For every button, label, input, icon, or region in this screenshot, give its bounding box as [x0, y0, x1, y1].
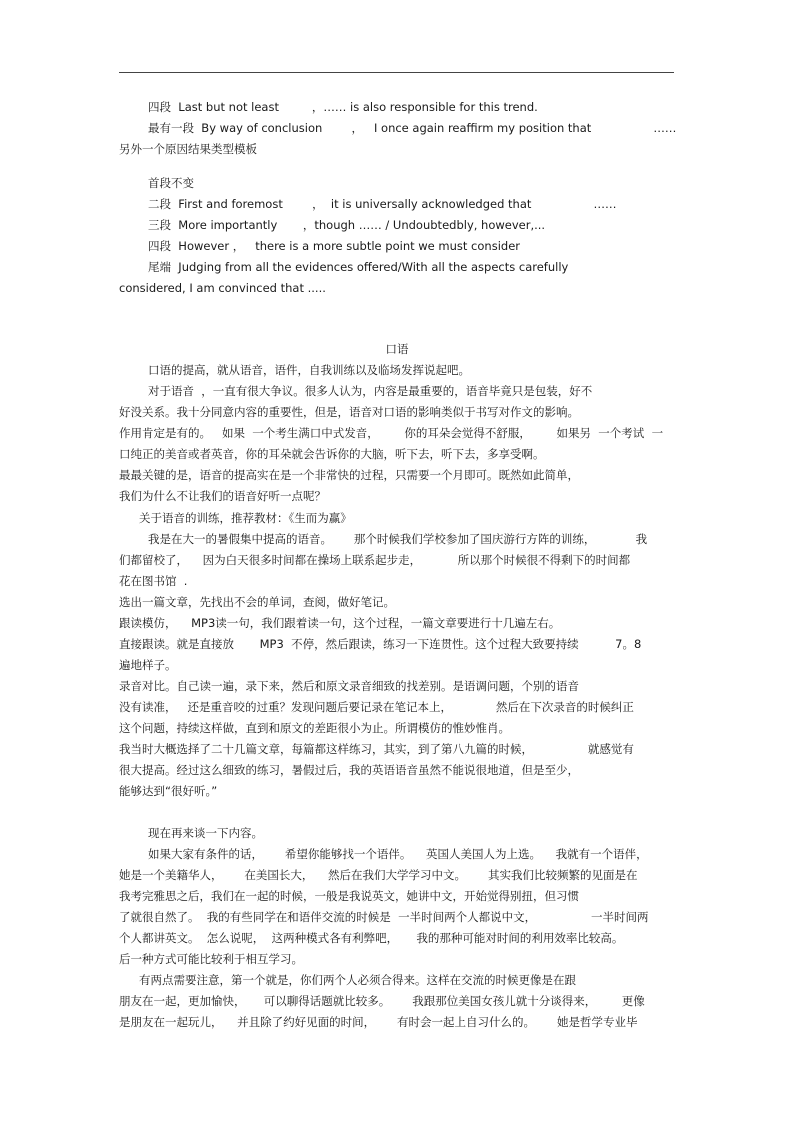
section-title: 口语	[385, 342, 409, 356]
body-line: 我考完雅思之后，我们在一起的时候，一般是我说英文，她讲中文，开始觉得别扭，但习惯	[119, 889, 579, 903]
body-line: 如果大家有条件的话， 希望你能够找一个语伴。 英国人美国人为上选。 我就有一个语伴，	[148, 847, 648, 861]
template-line: 最有一段 By way of conclusion ， I once again reaffirm my position that ……	[148, 121, 677, 135]
body-line: 遍地样子。	[119, 658, 177, 672]
body-line: 选出一篇文章，先找出不会的单词，查阅，做好笔记。	[119, 595, 395, 609]
template2-line: 尾端 Judging from all the evidences offered/With all the aspects carefully	[148, 260, 569, 274]
body-line: 这个问题，持续这样做，直到和原文的差距很小为止。所谓模仿的惟妙惟肖。	[119, 721, 510, 735]
body-line: 作用肯定是有的。 如果 一个考生满口中式发音， 你的耳朵会觉得不舒服， 如果另 一个考试 一	[119, 426, 664, 440]
template2-line: 二段 First and foremost ， it is universally acknowledged that ……	[148, 197, 617, 211]
body-line: 直接跟读。就是直接放 MP3 不停，然后跟读，练习一下连贯性。这个过程大致要持续 7。8	[119, 637, 642, 651]
body-line: 很大提高。经过这么细致的练习，暑假过后，我的英语语音虽然不能说很地道，但是至少，	[119, 763, 579, 777]
template2-line: 四段 However ， there is a more subtle point we must consider	[148, 239, 520, 253]
template2-line: 首段不变	[148, 176, 194, 190]
body-line: 口语的提高，就从语音，语件，自我训练以及临场发挥说起吧。	[148, 363, 470, 377]
body-line: 我们为什么不让我们的语音好听一点呢？	[119, 489, 326, 503]
body-line: 录音对比。自己读一遍，录下来，然后和原文录音细致的找差别。是语调问题，个别的语音	[119, 679, 579, 693]
template-line: 四段 Last but not least ，…… is also responsible for this trend.	[148, 100, 538, 114]
body-line: 有两点需要注意，第一个就是，你们两个人必须合得来。这样在交流的时候更像是在跟	[139, 973, 576, 987]
body-line: 对于语音 ，一直有很大争议。很多人认为，内容是最重要的，语音毕竟只是包装，好不	[148, 384, 593, 398]
template-line: 另外一个原因结果类型模板	[119, 142, 257, 156]
body-line: 是朋友在一起玩儿， 并且除了约好见面的时间， 有时会一起上自习什么的。 她是哲学专业毕	[119, 1015, 638, 1029]
body-line: 个人都讲英文。 怎么说呢， 这两种模式各有利弊吧， 我的那种可能对时间的利用效率比较高。	[119, 931, 624, 945]
body-line: 了就很自然了。 我的有些同学在和语伴交流的时候是 一半时间两个人都说中文， 一半时间两	[119, 910, 649, 924]
body-line: 花在图书馆 .	[119, 574, 188, 588]
body-line: 关于语音的训练，推荐教材：《生而为赢》	[139, 511, 352, 525]
body-line: 她是一个美籍华人， 在美国长大， 然后在我们大学学习中文。 其实我们比较频繁的见面是在	[119, 868, 638, 882]
body-line: 我当时大概选择了二十几篇文章，每篇都这样练习，其实，到了第八九篇的时候， 就感觉有	[119, 742, 634, 756]
body-line: 现在再来谈一下内容。	[148, 826, 263, 840]
body-line: 没有读准， 还是重音咬的过重？发现问题后要记录在笔记本上， 然后在下次录音的时候纠正	[119, 700, 634, 714]
body-line: 朋友在一起，更加愉快， 可以聊得话题就比较多。 我跟那位美国女孩儿就十分谈得来， 更像	[119, 994, 645, 1008]
body-line: 我是在大一的暑假集中提高的语音。 那个时候我们学校参加了国庆游行方阵的训练， 我	[148, 532, 648, 546]
body-line: 后一种方式可能比较利于相互学习。	[119, 952, 303, 966]
template2-line: 三段 More importantly ，though …… / Undoubtedbly, however,...	[148, 218, 546, 232]
template2-line: considered, I am convinced that .....	[119, 281, 326, 295]
body-line: 口纯正的美音或者英音，你的耳朵就会告诉你的大脑，听下去，听下去，多享受啊。	[119, 447, 545, 461]
body-line: 能够达到“很好听。”	[119, 784, 218, 798]
body-line: 最最关键的是，语音的提高实在是一个非常快的过程，只需要一个月即可。既然如此简单，	[119, 468, 579, 482]
body-line: 好没关系。我十分同意内容的重要性，但是，语音对口语的影响类似于书写对作文的影响。	[119, 405, 579, 419]
body-line: 跟读模仿， MP3读一句，我们跟着读一句，这个过程，一篇文章要进行十几遍左右。	[119, 616, 561, 630]
body-line: 们都留校了， 因为白天很多时间都在操场上联系起步走， 所以那个时候很不得剩下的时间都	[119, 553, 631, 567]
header-rule	[119, 72, 674, 73]
